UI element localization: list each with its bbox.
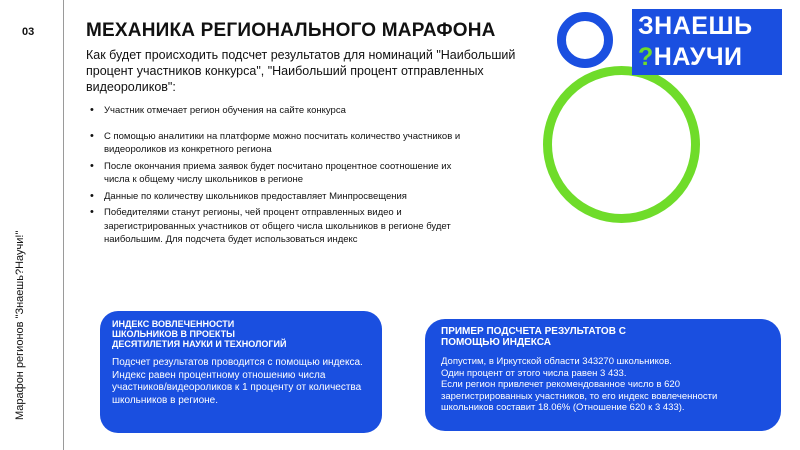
sidebar-divider	[63, 0, 64, 450]
bullet-list	[90, 104, 470, 247]
page-number: 03	[22, 26, 35, 38]
card-title: ИНДЕКС ВОВЛЕЧЕННОСТИ ШКОЛЬНИКОВ В ПРОЕКТЫ ДЕСЯТИЛЕТИЯ НАУКИ И ТЕХНОЛОГИЙ	[112, 319, 287, 349]
blue-ring-decoration	[557, 12, 613, 68]
engagement-index-card	[100, 311, 382, 433]
card-paragraph: Подсчет результатов проводится с помощью индекса.	[112, 357, 363, 368]
intro-question: Как будет происходить подсчет результатов для номинаций "Наибольший процент участников конкурса", "Наибольший процент отправленных видеороликов":	[86, 48, 516, 94]
vertical-caption: Марафон регионов "Знаешь?Научи!"	[14, 230, 26, 420]
logo-line-1: ЗНАЕШЬ	[638, 12, 753, 40]
card-body	[441, 356, 765, 414]
card-paragraph: Если регион привлечет рекомендованное число в 620 зарегистрированных участников, то его индекс вовлеченности школьников составит 18.06% (Отношение 620 к 3 433).	[441, 379, 718, 413]
list-item: • Участник отмечает регион обучения на сайте конкурса	[90, 104, 470, 118]
logo-question-mark: ?	[638, 43, 654, 71]
list-item: • Данные по количеству школьников предоставляет Минпросвещения	[90, 190, 470, 204]
list-item: • Победителями станут регионы, чей процент отправленных видео и зарегистрированных участников от общего числа школьников в регионе будет наибольшим. Для подсчета будет использоваться индекс	[90, 206, 470, 247]
page-title: МЕХАНИКА РЕГИОНАЛЬНОГО МАРАФОНА	[86, 20, 496, 41]
list-item: • После окончания приема заявок будет посчитано процентное соотношение их числа к общему числу школьников в регионе	[90, 160, 470, 187]
card-body	[112, 357, 370, 407]
calculation-example-card	[425, 319, 781, 431]
card-title: ПРИМЕР ПОДСЧЕТА РЕЗУЛЬТАТОВ С ПОМОЩЬЮ ИНДЕКСА	[441, 326, 626, 348]
logo-line-2-text: НАУЧИ	[653, 43, 743, 71]
list-item: • С помощью аналитики на платформе можно посчитать количество участников и видеороликов из конкретного региона	[90, 130, 470, 157]
card-paragraph: Один процент от этого числа равен 3 433.	[441, 367, 627, 379]
card-paragraph: Индекс равен процентному отношению числа участников/видеороликов к 1 проценту от количества школьников в регионе.	[112, 369, 362, 406]
green-ring-decoration	[543, 66, 700, 223]
logo	[632, 9, 782, 75]
card-paragraph: Допустим, в Иркутской области 343270 школьников.	[441, 356, 672, 367]
logo-line-2	[638, 43, 743, 72]
